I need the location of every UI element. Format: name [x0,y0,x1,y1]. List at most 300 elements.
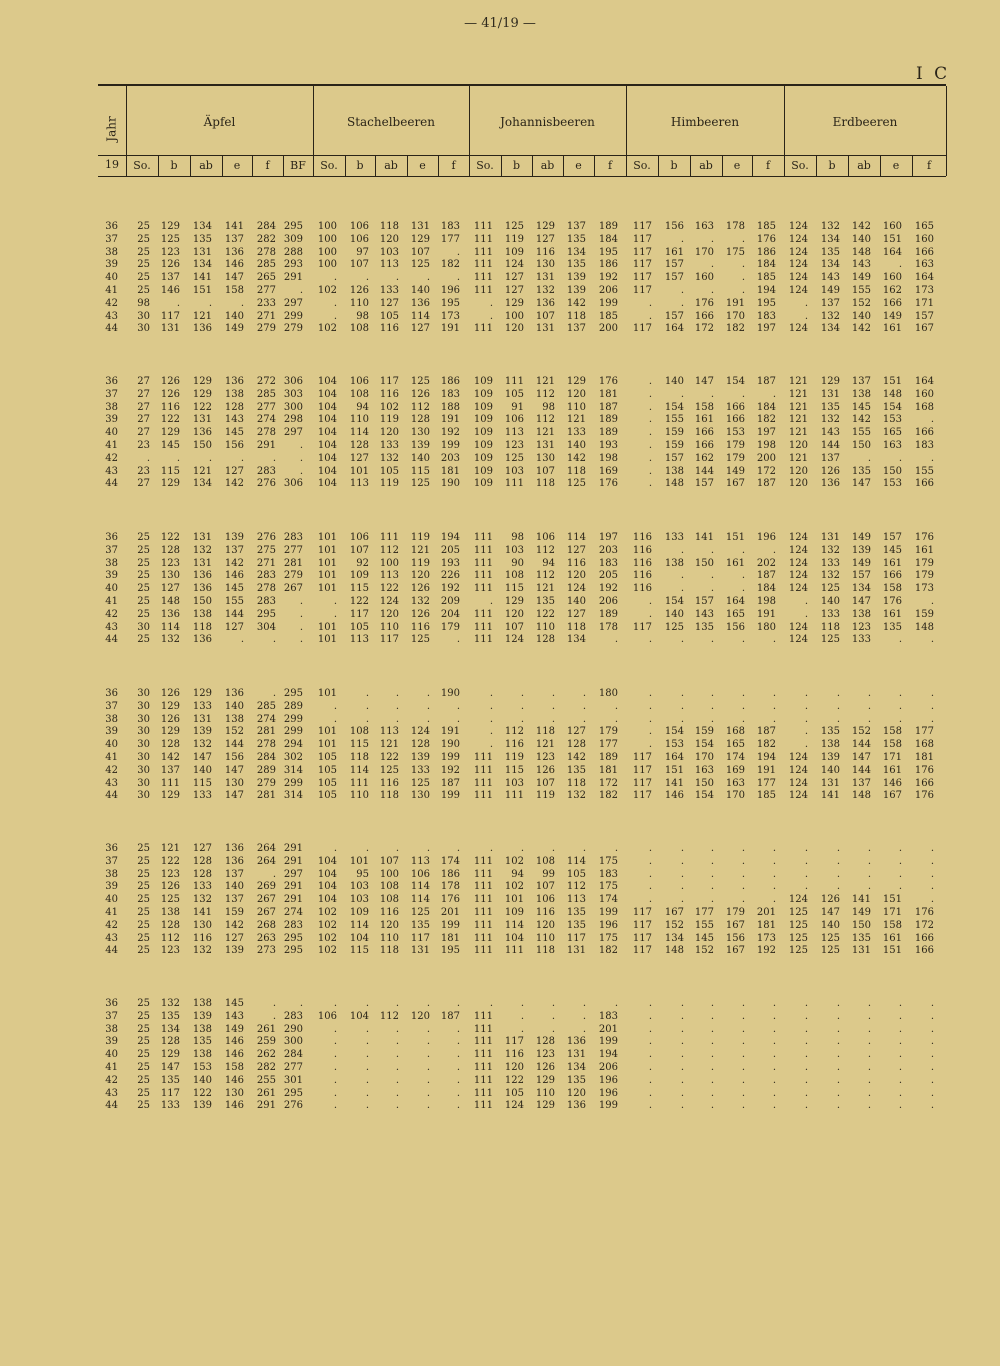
table-cell: 25 [137,843,150,854]
table-cell: 104 [317,401,337,413]
table-cell: 133 [820,557,840,569]
table-cell: 149 [882,310,902,322]
table-cell: 108 [535,855,555,867]
table-cell: . [930,688,934,699]
table-cell: . [456,713,460,725]
table-cell: 154 [725,376,745,387]
table-cell: 111 [473,544,493,556]
table-cell: 201 [440,907,460,918]
table-cell: 146 [224,1049,244,1061]
table-cell: 120 [504,1062,524,1073]
table-cell: 136 [192,323,212,335]
table-cell: 122 [504,1074,524,1086]
table-cell: . [772,1087,776,1099]
table-cell: 149 [725,465,745,477]
table-cell: . [680,634,684,646]
table-cell: . [272,634,276,646]
table-cell: . [867,881,871,893]
table-cell: 114 [349,427,369,439]
table-cell: 121 [788,414,808,426]
table-cell: 176 [694,297,714,309]
table-cell: 166 [914,777,934,789]
table-cell: 136 [224,246,244,258]
table-cell: . [867,843,871,854]
table-cell: 150 [192,440,212,451]
table-cell: 167 [725,478,745,490]
table-cell: 135 [566,764,586,776]
table-cell: 117 [160,310,180,322]
table-cell: . [741,259,745,271]
table-cell: 184 [598,233,618,245]
table-cell: 136 [192,570,212,582]
table-cell: 127 [160,583,180,595]
table-cell: 170 [694,246,714,258]
table-cell: 107 [379,855,399,867]
table-cell: 182 [598,790,618,802]
table-cell: 182 [598,945,618,957]
table-cell: 125 [788,919,808,931]
table-cell: 145 [224,583,244,595]
table-cell: . [426,272,430,284]
table-cell: 135 [566,1074,586,1086]
table-cell: . [741,1010,745,1022]
table-cell: 101 [317,532,337,543]
table-cell: 123 [160,945,180,957]
table-cell: 283 [256,465,276,477]
table-cell: 314 [283,790,303,802]
table-cell: 142 [224,557,244,569]
table-cell: 187 [440,1010,460,1022]
table-cell: 140 [820,596,840,607]
table-cell: . [836,1100,840,1112]
table-cell: 299 [283,310,303,322]
table-cell: 195 [440,297,460,309]
table-cell: . [299,452,303,464]
table-cell: . [930,596,934,607]
table-cell: . [804,998,808,1009]
table-cell: 129 [535,221,555,232]
table-cell: 106 [317,1010,337,1022]
table-cell: 124 [410,726,430,738]
table-cell: 187 [598,401,618,413]
year-cell: 37 [105,233,118,245]
table-cell: 120 [566,570,586,582]
table-cell: 109 [473,414,493,426]
table-cell: . [772,1062,776,1073]
table-cell: . [551,700,555,712]
table-cell: 111 [504,945,524,957]
table-cell: 100 [317,246,337,258]
table-cell: 144 [820,440,840,451]
table-cell: . [772,1010,776,1022]
table-cell: 130 [192,919,212,931]
table-cell: . [395,1049,399,1061]
table-cell: 120 [379,233,399,245]
table-cell: 124 [788,583,808,595]
table-cell: 125 [504,452,524,464]
table-cell: . [741,1049,745,1061]
table-cell: 100 [504,310,524,322]
table-cell: 262 [256,1049,276,1061]
table-cell: . [333,998,337,1009]
table-cell: 122 [160,532,180,543]
table-cell: 111 [473,1010,493,1022]
table-cell: 127 [349,452,369,464]
year-cell: 43 [105,465,118,477]
table-cell: 131 [535,272,555,284]
table-cell: 176 [598,478,618,490]
table-cell: 158 [882,583,902,595]
table-cell: 128 [566,739,586,751]
table-cell: 154 [664,596,684,607]
column-header-Himbeeren-f: f [765,159,771,172]
table-cell: 104 [317,855,337,867]
table-cell: 104 [349,932,369,944]
column-header-Erdbeeren-ab: ab [857,159,871,172]
table-cell: 117 [632,285,652,296]
table-cell: 135 [820,726,840,738]
table-cell: 194 [598,1049,618,1061]
table-cell: . [426,998,430,1009]
table-cell: 135 [160,1074,180,1086]
table-cell: 112 [160,932,180,944]
table-cell: 113 [349,634,369,646]
table-cell: 118 [379,790,399,802]
table-cell: 117 [632,945,652,957]
table-cell: 146 [160,285,180,296]
table-cell: 122 [379,752,399,763]
table-cell: 111 [379,532,399,543]
table-cell: 123 [504,440,524,451]
table-cell: . [333,596,337,607]
year-cell: 44 [105,1100,118,1112]
table-cell: . [426,1062,430,1073]
table-cell: 112 [410,401,430,413]
table-cell: . [772,1023,776,1035]
table-cell: 124 [504,1100,524,1112]
header-mid-rule [98,155,946,156]
table-cell: 120 [504,608,524,620]
table-cell: 125 [160,233,180,245]
table-cell: 148 [664,478,684,490]
year-cell: 41 [105,752,118,763]
table-cell: 166 [914,945,934,957]
table-cell: . [804,868,808,880]
table-cell: . [365,1074,369,1086]
table-cell: 263 [256,932,276,944]
table-cell: 137 [224,894,244,906]
table-cell: . [930,843,934,854]
table-cell: 128 [535,1036,555,1048]
table-cell: 143 [820,272,840,284]
table-cell: 124 [788,752,808,763]
table-cell: . [299,608,303,620]
table-cell: 25 [137,634,150,646]
table-cell: 111 [473,777,493,789]
table-cell: 177 [598,739,618,751]
table-cell: . [614,998,618,1009]
table-cell: 161 [882,608,902,620]
table-cell: 142 [851,323,871,335]
table-cell: 128 [160,1036,180,1048]
table-cell: 132 [192,739,212,751]
group-header-0: Äpfel [203,115,236,129]
table-cell: 175 [598,881,618,893]
table-cell: 140 [820,919,840,931]
table-cell: 113 [379,726,399,738]
table-cell: 131 [820,388,840,400]
table-cell: 108 [349,323,369,335]
table-cell: . [648,427,652,439]
table-cell: . [176,297,180,309]
table-cell: 108 [349,388,369,400]
table-cell: . [741,1100,745,1112]
table-cell: 114 [349,764,369,776]
table-cell: 162 [694,452,714,464]
table-cell: . [146,452,150,464]
table-cell: 150 [851,919,871,931]
table-cell: 128 [160,739,180,751]
table-cell: 126 [160,688,180,699]
table-cell: 111 [473,1049,493,1061]
table-cell: . [648,401,652,413]
table-cell: . [648,440,652,451]
table-cell: 157 [694,596,714,607]
table-cell: 166 [882,570,902,582]
table-cell: 105 [349,621,369,633]
table-cell: 110 [535,932,555,944]
table-cell: 25 [137,246,150,258]
table-cell: 167 [882,790,902,802]
group-header-3: Himbeeren [670,115,740,129]
table-cell: 114 [410,881,430,893]
table-cell: 109 [473,452,493,464]
table-cell: . [426,1100,430,1112]
table-cell: 121 [788,376,808,387]
table-cell: 129 [535,1100,555,1112]
table-cell: . [426,1074,430,1086]
table-cell: 199 [598,1036,618,1048]
table-cell: 185 [756,221,776,232]
table-cell: 281 [256,790,276,802]
table-cell: . [395,713,399,725]
table-cell: 132 [410,596,430,607]
table-cell: 198 [756,440,776,451]
year-cell: 36 [105,376,118,387]
table-cell: 203 [440,452,460,464]
table-cell: 124 [788,259,808,271]
table-cell: 156 [224,440,244,451]
table-cell: 121 [535,376,555,387]
table-cell: 117 [379,376,399,387]
table-cell: 189 [598,752,618,763]
table-cell: . [804,310,808,322]
table-cell: . [898,713,902,725]
table-cell: 156 [224,752,244,763]
table-cell: . [365,1049,369,1061]
table-cell: 106 [504,414,524,426]
table-cell: 183 [598,557,618,569]
column-header-Äpfel-e: e [233,159,241,172]
table-cell: . [582,843,586,854]
table-cell: 118 [566,777,586,789]
table-cell: 116 [504,1049,524,1061]
table-cell: 132 [192,945,212,957]
table-cell: 27 [137,376,150,387]
page-number: — 41/19 — [464,16,536,31]
table-cell: 135 [160,1010,180,1022]
table-cell: 284 [256,752,276,763]
table-cell: 125 [410,259,430,271]
table-cell: 118 [535,726,555,738]
header-top-rule [98,84,946,86]
table-cell: 178 [598,621,618,633]
table-cell: . [804,713,808,725]
table-cell: 129 [566,376,586,387]
table-cell: 129 [160,726,180,738]
table-cell: 198 [598,452,618,464]
table-cell: 124 [566,583,586,595]
table-cell: 110 [379,932,399,944]
table-cell: 109 [349,907,369,918]
table-cell: . [741,843,745,854]
table-cell: 119 [379,478,399,490]
table-cell: 148 [851,790,871,802]
table-cell: 192 [440,583,460,595]
table-cell: 120 [504,323,524,335]
table-cell: 183 [914,440,934,451]
table-cell: 196 [598,919,618,931]
table-cell: 136 [224,688,244,699]
table-cell: 125 [566,478,586,490]
table-cell: . [680,1062,684,1073]
table-cell: 102 [317,285,337,296]
table-cell: . [710,881,714,893]
table-cell: 116 [160,401,180,413]
table-cell: 174 [440,855,460,867]
table-cell: . [333,843,337,854]
table-cell: 133 [410,764,430,776]
table-cell: 131 [192,246,212,258]
table-cell: . [520,998,524,1009]
column-header-Himbeeren-b: b [670,159,678,172]
table-cell: . [680,1100,684,1112]
table-cell: . [520,688,524,699]
table-cell: 137 [820,297,840,309]
table-cell: 278 [256,427,276,439]
table-cell: 136 [224,376,244,387]
table-cell: 205 [598,570,618,582]
table-cell: 187 [756,376,776,387]
table-cell: 281 [283,557,303,569]
table-cell: 164 [664,323,684,335]
table-cell: 201 [756,907,776,918]
table-cell: 122 [349,596,369,607]
table-cell: 30 [137,310,150,322]
year-cell: 43 [105,310,118,322]
table-cell: 293 [283,259,303,271]
table-cell: 201 [598,1023,618,1035]
table-cell: 126 [410,608,430,620]
group-divider [946,86,947,176]
table-cell: 115 [349,583,369,595]
table-cell: 149 [851,532,871,543]
table-cell: 101 [317,544,337,556]
table-cell: 142 [566,752,586,763]
table-cell: 133 [379,440,399,451]
table-cell: . [772,855,776,867]
table-cell: 119 [410,557,430,569]
table-cell: . [867,855,871,867]
table-cell: 117 [632,221,652,232]
table-cell: 105 [379,465,399,477]
table-cell: 190 [440,478,460,490]
table-cell: 25 [137,544,150,556]
table-cell: 146 [224,1100,244,1112]
table-cell: 285 [256,700,276,712]
table-cell: 147 [694,376,714,387]
table-cell: . [299,621,303,633]
table-cell: 115 [410,465,430,477]
year-cell: 42 [105,452,118,464]
table-cell: 151 [882,894,902,906]
table-cell: 282 [256,233,276,245]
table-cell: 122 [192,1087,212,1099]
table-cell: 119 [504,752,524,763]
table-cell: 139 [566,285,586,296]
table-cell: 30 [137,777,150,789]
table-cell: . [456,998,460,1009]
table-cell: 140 [851,233,871,245]
table-cell: 129 [160,478,180,490]
table-cell: 130 [410,427,430,439]
table-cell: 101 [317,557,337,569]
table-cell: 295 [283,221,303,232]
table-cell: . [930,414,934,426]
table-cell: . [489,700,493,712]
table-cell: . [272,1010,276,1022]
column-header-Stachelbeeren-ab: ab [384,159,398,172]
table-cell: 183 [440,221,460,232]
table-cell: . [456,1100,460,1112]
table-cell: 92 [356,557,369,569]
table-cell: . [804,1010,808,1022]
table-cell: 128 [535,634,555,646]
table-cell: 139 [192,1010,212,1022]
table-cell: 133 [160,1100,180,1112]
table-cell: 132 [820,310,840,322]
year-cell: 40 [105,1049,118,1061]
table-cell: 291 [283,855,303,867]
table-cell: . [365,713,369,725]
table-cell: . [456,700,460,712]
table-cell: . [648,1074,652,1086]
table-cell: . [551,998,555,1009]
table-cell: . [930,713,934,725]
table-cell: 151 [882,376,902,387]
table-cell: . [648,726,652,738]
table-cell: 233 [256,297,276,309]
table-cell: 108 [379,881,399,893]
table-cell: 161 [694,414,714,426]
table-cell: 23 [137,465,150,477]
table-cell: 164 [725,596,745,607]
table-cell: 30 [137,726,150,738]
table-cell: 139 [224,945,244,957]
table-cell: 161 [882,323,902,335]
table-cell: 126 [820,894,840,906]
table-cell: 117 [160,1087,180,1099]
